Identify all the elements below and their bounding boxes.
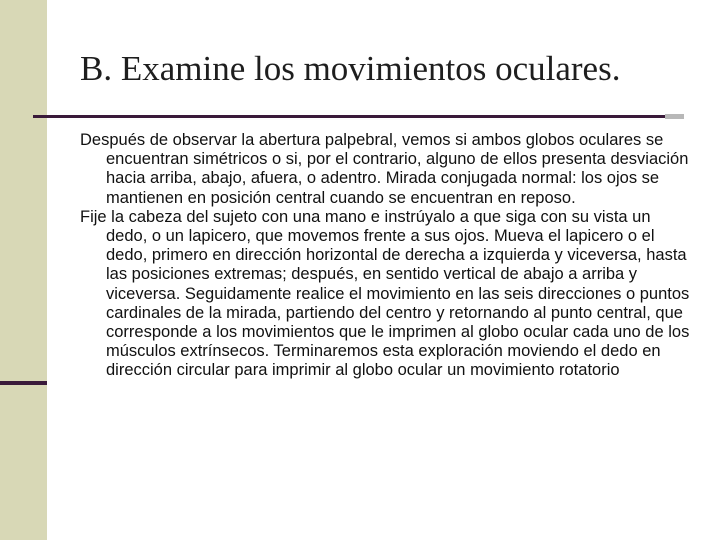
slide-title: B. Examine los movimientos oculares. bbox=[80, 49, 621, 88]
slide-body bbox=[80, 131, 690, 381]
body-paragraph-1: Después de observar la abertura palpebral, vemos si ambos globos oculares se encuentran simétricos o si, por el contrario, alguno de ellos presenta desviación hacia arriba, abajo, afuera, o adentro. Mirada conjugada normal: los ojos se mantienen en posición central cuando se encuentran en reposo. bbox=[80, 131, 689, 207]
decorative-sidebar bbox=[0, 0, 47, 540]
body-paragraph-2: Fije la cabeza del sujeto con una mano e instrúyalo a que siga con su vista un dedo, o un lapicero, que movemos frente a sus ojos. Mueva el lapicero o el dedo, primero en dirección horizontal de derecha a izquierda y viceversa, hasta las posiciones extremas; después, en sentido vertical de abajo a arriba y viceversa. Seguidamente realice el movimiento en las seis direcciones o puntos cardinales de la mirada, partiendo del centro y retornando al punto central, que corresponde a los movimientos que le imprimen al globo ocular cada uno de los músculos extrínsecos. Terminaremos esta exploración moviendo el dedo en dirección circular para imprimir al globo ocular un movimiento rotatorio bbox=[80, 207, 690, 380]
sidebar-accent-line bbox=[0, 381, 47, 385]
title-divider-end bbox=[665, 114, 684, 119]
title-divider bbox=[33, 115, 665, 118]
